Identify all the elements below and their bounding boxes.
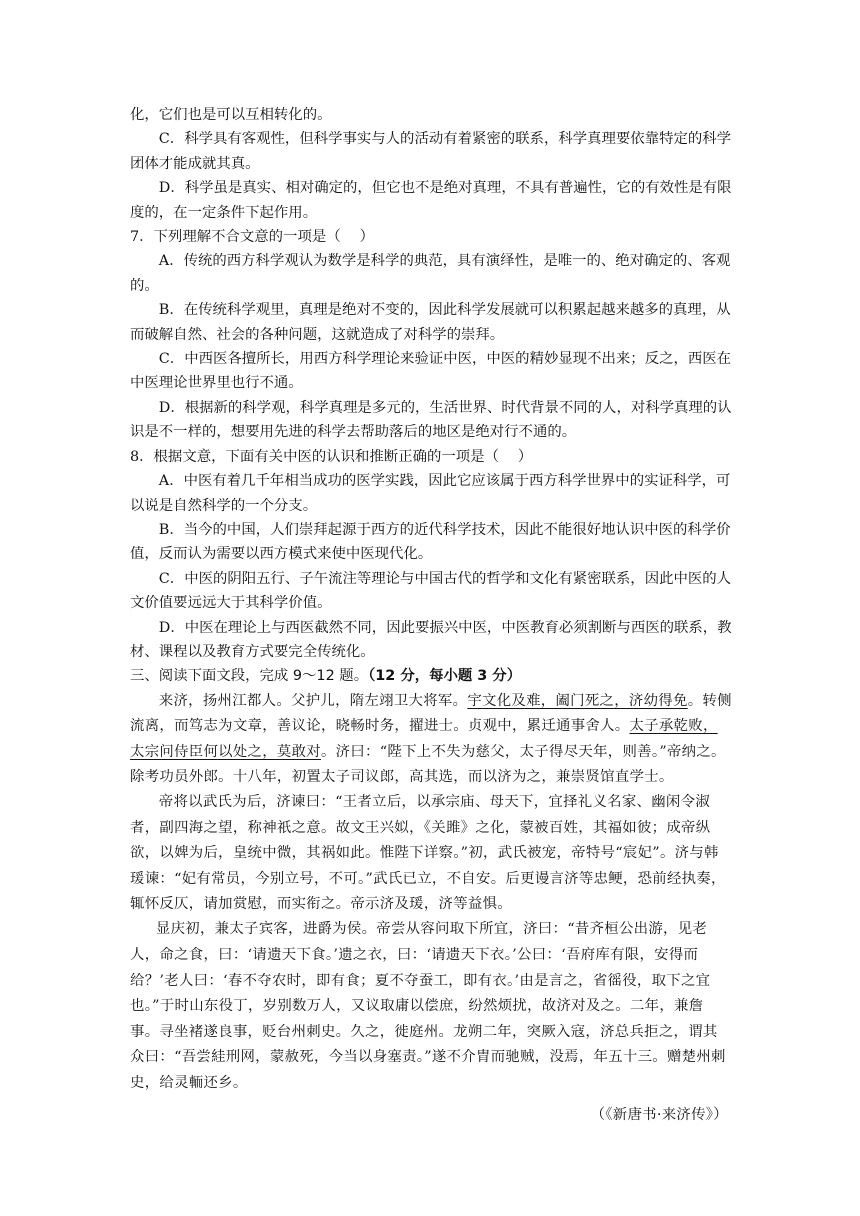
q8-option-c: C．中医的阴阳五行、子午流注等理论与中国古代的哲学和文化有紧密联系，因此中医的人文价值要远远大于其科学价值。 (130, 570, 732, 612)
passage-paragraph-2 (130, 790, 732, 917)
q6-option-d: D．科学虽是真实、相对确定的，但它也不是绝对真理，不具有普遍性，它的有效性是有限度的，在一定条件下起作用。 (130, 180, 732, 221)
classical-passage (130, 689, 732, 1127)
exam-page (130, 103, 732, 1127)
passage-source: （《新唐书·来济传》） (590, 1106, 728, 1123)
q8-option-b: B．当今的中国，人们崇拜起源于西方的近代科学技术，因此不能很好地认识中医的科学价值，反而认为需要以西方模式来使中医现代化。 (130, 521, 731, 563)
q6-continuation: 化，它们也是可以互相转化的。 (130, 107, 332, 123)
passage-text: 。济曰：“陛下上不失为慈父，太子得尽天年，则善。”帝纳之。除考功员外郎。十八年，初置太子司议郎，高其选，而以济为之，兼崇贤馆直学士。 (130, 743, 726, 785)
underlined-sentence-2: 太子承乾败，太宗问侍臣何以处之，莫敢对 (130, 718, 718, 760)
passage-text: 来济，扬州江都人。父护儿，隋左翊卫大将军。 (158, 692, 468, 709)
q8-option-d: D．中医在理论上与西医截然不同，因此要振兴中医，中医教育必须割断与西医的联系，教材、课程以及教育方式要完全传统化。 (130, 619, 732, 660)
q7-option-b: B．在传统科学观里，真理是绝对不变的，因此科学发展就可以积累起越来越多的真理，从而破解自然、社会的各种问题，这就造成了对科学的崇拜。 (130, 302, 731, 343)
passage-text: 帝将以武氏为后，济谏曰：“王者立后，以承宗庙、母天下，宜择礼义名家、幽闲令淑者，副四海之望，称神祇之意。故文王兴姒，《关雎》之化， (130, 794, 711, 836)
q8-option-a: A．中医有着几千年相当成功的医学实践，因此它应该属于西方科学世界中的实证科学，可以说是自然科学的一个分支。 (130, 473, 731, 514)
q6-option-c: C．科学具有客观性，但科学事实与人的活动有着紧密的联系，科学真理要依靠特定的科学团体才能成就其真。 (130, 131, 732, 172)
q8-stem: 8．根据文意，下面有关中医的认识和推断正确的一项是（ ） (130, 448, 533, 465)
q7-option-a: A．传统的西方科学观认为数学是科学的典范，具有演绎性，是唯一的、绝对确定的、客观的。 (130, 253, 731, 294)
q7-stem: 7．下列理解不合文意的一项是（ ） (130, 229, 374, 246)
passage-paragraph-3: 显庆初，兼太子宾客，进爵为侯。帝尝从容问取下所宜，济曰：“昔齐桓公出游，见老人，命之食，曰：‘请遗天下食。’遗之衣，曰：‘请遗天下衣。’公曰：‘吾府库有限，安得而给？’老人曰：‘春不夺农时，即有食；夏不夺蚕工，即有衣。’由是言之，省徭役，取下之宜也。”于时山东役丁，岁别数万人，又议取庸以偿庶，纷然烦扰，故济对及之。二年，兼詹事。寻坐褚遂良事，贬台州刺史。久之，徙庭州。龙朔二年，突厥入寇，济总兵拒之，谓其众曰：“吾尝絓刑网，蒙赦死，今当以身塞责。”遂不介胄而驰贼，没焉，年五十三。赠楚州刺史，给灵輀还乡。 (130, 921, 726, 1091)
section-heading-text: 三、阅读下面文段，完成 9～12 题。 (130, 668, 369, 685)
section-heading (130, 664, 732, 688)
q7-option-c: C．中西医各擅所长，用西方科学理论来验证中医，中医的精妙显现不出来；反之，西医在中医理论世界里也行不通。 (130, 351, 732, 392)
passage-text: 。转侧流离，而笃志为文章，善议论，晓畅时务，擢进士。贞观中，累迁通事舍人。 (130, 692, 732, 735)
passage-text: 蒙被百姓，其福如彼；成帝纵欲，以婢为后，皇统中微，其祸如此。惟陛下详察。”初，武氏被宠，帝特号“宸妃”。济与韩瑗谏：“妃有常员，今别立号，不可。”武氏已立，不自安。后更谩言济等忠鲠，恐前经执奏，辄怀反仄，请加赏慰，而实衔之。帝示济及瑗，济等益惧。 (130, 819, 726, 912)
underlined-sentence-1: 宇文化及难，阖门死之，济幼得免 (467, 692, 688, 709)
q7-option-d: D．根据新的科学观，科学真理是多元的，生活世界、时代背景不同的人，对科学真理的认识是不一样的，想要用先进的科学去帮助落后的地区是绝对行不通的。 (130, 399, 732, 441)
section-score: （12 分，每小题 3 分） (368, 668, 522, 685)
passage-paragraph-1 (130, 689, 732, 791)
